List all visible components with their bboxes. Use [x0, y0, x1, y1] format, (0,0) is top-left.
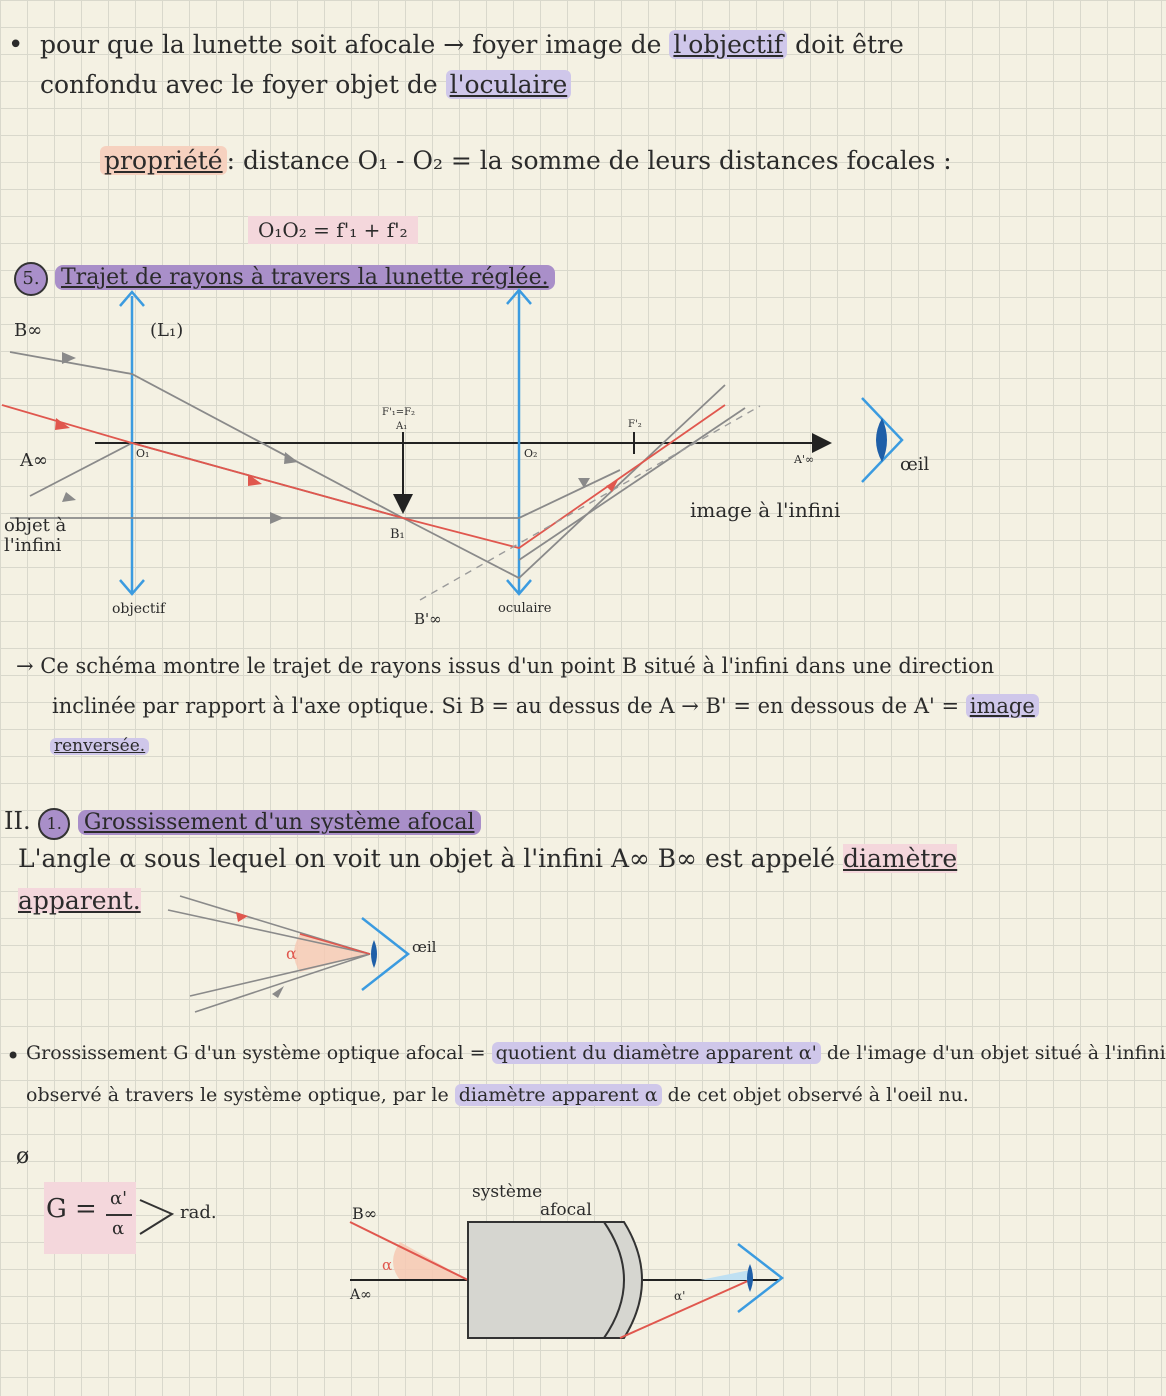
diametre-highlight: diamètre — [843, 844, 958, 873]
apparent-word: apparent. — [18, 886, 141, 915]
label-image-infini: image à l'infini — [690, 498, 841, 522]
angle-text: L'angle α sous lequel on voit un objet à l'infini A∞ B∞ est appelé — [18, 844, 844, 873]
oeil-label-2: œil — [412, 938, 437, 956]
label-afocal: afocal — [540, 1200, 592, 1220]
section-2-title: Grossissement d'un système afocal — [78, 810, 481, 835]
label-a-inf: A∞ — [20, 450, 48, 471]
intro-text-end: doit être — [787, 30, 904, 59]
label-oculaire: oculaire — [498, 601, 552, 616]
definition-text-2-end: de cet objet observé à l'oeil nu. — [661, 1084, 969, 1106]
label-f1-f2: F'₁=F₂ — [382, 407, 416, 418]
label-o1: O₁ — [136, 447, 150, 460]
definition-text: Grossissement G d'un système optique afocal = — [26, 1042, 492, 1064]
g-numerator: α' — [110, 1188, 128, 1209]
quotient-highlight: quotient du diamètre apparent α' — [492, 1042, 821, 1064]
label-b-inf: B∞ — [14, 320, 43, 341]
alpha-label: α — [286, 944, 297, 963]
definition-text-end: de l'image d'un objet situé à l'infini — [820, 1042, 1166, 1064]
empty-set-symbol: ø — [16, 1144, 30, 1169]
bullet: • — [8, 30, 24, 60]
intro-text: pour que la lunette soit afocale → foyer image de — [40, 30, 670, 59]
label-oeil: œil — [900, 454, 930, 475]
objectif-highlight: l'objectif — [669, 30, 787, 59]
label-alpha-prime-3: α' — [674, 1289, 686, 1303]
label-objet-infini: objet à l'infini — [4, 515, 67, 556]
label-o2: O₂ — [524, 447, 538, 460]
section-5-title: Trajet de rayons à travers la lunette réglée. — [55, 265, 555, 290]
label-a1: A₁ — [396, 421, 408, 432]
label-a-prime-inf: A'∞ — [794, 453, 815, 466]
label-b-prime-inf: B'∞ — [414, 610, 442, 628]
label-a-inf-3: A∞ — [350, 1287, 372, 1303]
property-text: : distance O₁ - O₂ = la somme de leurs distances focales : — [226, 146, 952, 175]
definition-bullet: • — [6, 1042, 21, 1070]
label-objectif: objectif — [112, 601, 166, 617]
oculaire-highlight: l'oculaire — [446, 70, 572, 99]
section-2-number: 1. — [38, 808, 70, 840]
property-label: propriété — [100, 146, 227, 175]
label-systeme: système — [472, 1182, 543, 1202]
renversee-highlight: renversée. — [50, 738, 149, 755]
label-l1: (L₁) — [150, 320, 184, 341]
g-unit: rad. — [180, 1202, 217, 1223]
label-f2-prime: F'₂ — [628, 419, 642, 430]
section-2-roman: II. — [4, 807, 31, 835]
intro-text-2: confondu avec le foyer objet de — [40, 70, 446, 99]
g-symbol: G = — [46, 1194, 97, 1224]
focal-formula: O₁O₂ = f'₁ + f'₂ — [248, 216, 418, 244]
explanation-text: inclinée par rapport à l'axe optique. Si B = au dessus de A → B' = en dessous de A' = — [52, 694, 966, 718]
explanation-line-1: → Ce schéma montre le trajet de rayons issus d'un point B situé à l'infini dans une direction — [16, 654, 995, 678]
definition-text-2: observé à travers le système optique, par le — [26, 1084, 455, 1106]
label-alpha-3: α — [382, 1256, 393, 1274]
diametre-apparent-highlight: diamètre apparent α — [455, 1084, 662, 1106]
label-b-inf-3: B∞ — [352, 1204, 378, 1223]
g-denominator: α — [112, 1218, 125, 1239]
section-5-number: 5. — [14, 262, 48, 296]
label-b1: B₁ — [390, 527, 405, 542]
afocal-box — [468, 1222, 642, 1338]
image-highlight: image — [966, 694, 1039, 718]
